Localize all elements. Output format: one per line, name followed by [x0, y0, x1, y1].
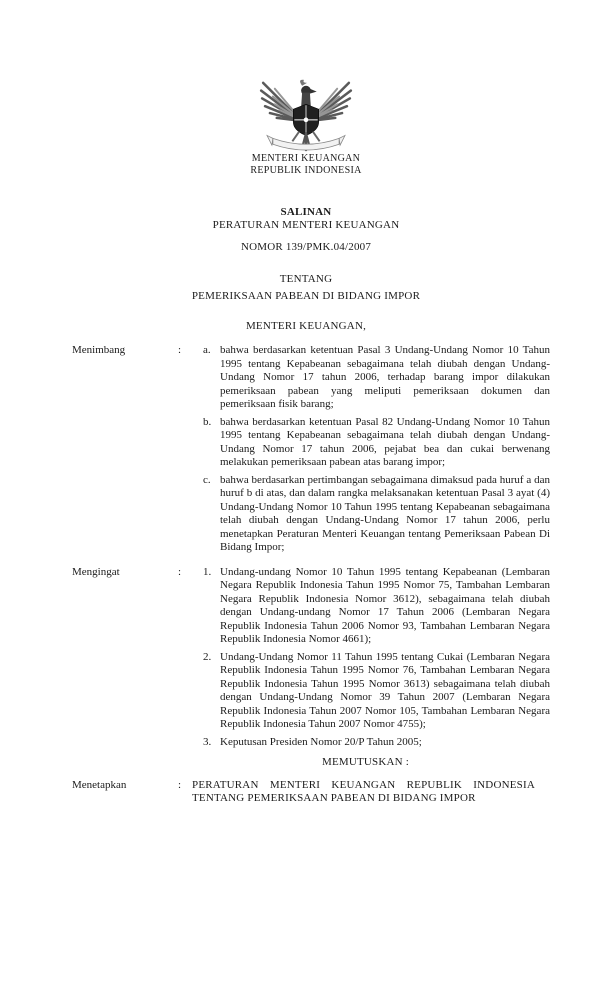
list-marker: a. — [203, 344, 211, 356]
regulation-number: NOMOR 139/PMK.04/2007 — [240, 241, 372, 253]
ministry-header — [0, 153, 612, 176]
list-marker: 3. — [203, 735, 212, 748]
mengingat-items — [203, 566, 550, 750]
list-item — [203, 416, 550, 470]
regulation-subject: PEMERIKSAAN PABEAN DI BIDANG IMPOR — [191, 290, 421, 302]
list-item — [203, 566, 550, 647]
ministry-line2: REPUBLIK INDONESIA — [250, 164, 362, 176]
title-block — [0, 206, 612, 332]
list-marker: 1. — [203, 565, 212, 578]
menimbang-section — [0, 344, 612, 555]
list-item — [203, 651, 550, 732]
salinan-heading: SALINAN — [280, 206, 332, 218]
list-marker: c. — [203, 473, 211, 486]
list-item — [203, 474, 550, 555]
list-item-text: Undang-Undang Nomor 11 Tahun 1995 tentang Cukai (Lembaran Negara Republik Indonesia Tahun 1995 Nomor 76, Tambahan Lembaran Negara Republik Indonesia Tahun 1995 Nomor 3613) sebagaimana telah diubah dengan Undang-Undang Nomor 39 Tahun 2007 (Lembaran Negara Republik Indonesia Tahun 2007 Nomor 105, Tambahan Lembaran Negara Republik Indonesia Tahun 2007 Nomor 4755); — [220, 650, 550, 730]
mengingat-section — [0, 566, 612, 750]
issuer-heading: MENTERI KEUANGAN, — [245, 319, 367, 332]
list-marker: b. — [203, 415, 212, 428]
list-item-text: Undang-undang Nomor 10 Tahun 1995 tentang Kepabeanan (Lembaran Negara Republik Indonesia Tahun 1995 Nomor 75, Tambahan Lembaran Negara Republik Indonesia Nomor 3612), sebagaimana telah diubah dengan Undang-undang Nomor 17 Tahun 2006 (Lembaran Negara Republik Indonesia Tahun 2006 Nomor 93, Tambahan Lembaran Negara Republik Indonesia Nomor 4661); — [220, 565, 550, 645]
mengingat-colon: : — [178, 565, 182, 578]
ministry-line1: MENTERI KEUANGAN — [251, 153, 361, 164]
emblem-container — [0, 77, 612, 153]
menimbang-items — [203, 344, 550, 555]
regulation-heading: PERATURAN MENTERI KEUANGAN — [212, 218, 400, 231]
menetapkan-colon: : — [178, 778, 182, 791]
list-item — [203, 344, 550, 412]
memutuskan-heading: MEMUTUSKAN : — [321, 756, 410, 768]
list-item-text: bahwa berdasarkan ketentuan Pasal 82 Undang-Undang Nomor 10 Tahun 1995 tentang Kepabeanan sebagaimana telah diubah dengan Undang-Undang Nomor 17 tahun 2006, pejabat bea dan cukai berwenang melakukan pemeriksaan pabean atas barang impor; — [220, 415, 550, 468]
list-item-text: Keputusan Presiden Nomor 20/P Tahun 2005; — [220, 735, 422, 748]
menetapkan-content — [192, 778, 550, 806]
menetapkan-section — [0, 779, 612, 806]
menetapkan-label: Menetapkan — [72, 778, 127, 791]
garuda-pancasila-emblem-icon — [258, 77, 354, 153]
tentang-heading: TENTANG — [279, 272, 333, 285]
menimbang-label: Menimbang — [72, 344, 126, 356]
list-item — [203, 736, 550, 750]
menimbang-colon: : — [178, 344, 182, 356]
list-marker: 2. — [203, 650, 212, 663]
list-item-text: bahwa berdasarkan pertimbangan sebagaimana dimaksud pada huruf a dan huruf b di atas, dan dalam rangka melaksanakan ketentuan Pasal 3 ayat (4) Undang-Undang Nomor 10 Tahun 1995 tentang Kepabeanan sebagaimana telah diubah dengan Undang-Undang Nomor 17 tahun 2006, perlu menetapkan Peraturan Menteri Keuangan tentang Pemeriksaan Pabean Di Bidang Impor; — [220, 473, 550, 553]
list-item-text: bahwa berdasarkan ketentuan Pasal 3 Undang-Undang Nomor 10 Tahun 1995 tentang Kepabeanan sebagaimana telah diubah dengan Undang-Undang Nomor 17 tahun 2006, terhadap barang impor dilakukan pemeriksaan pabean yang meliputi pemeriksaan dokumen dan pemeriksaan fisik barang; — [220, 344, 550, 410]
mengingat-label: Mengingat — [72, 565, 120, 578]
menetapkan-text: PERATURAN MENTERI KEUANGAN REPUBLIK INDONESIA TENTANG PEMERIKSAAN PABEAN DI BIDANG IMPOR — [192, 778, 535, 804]
